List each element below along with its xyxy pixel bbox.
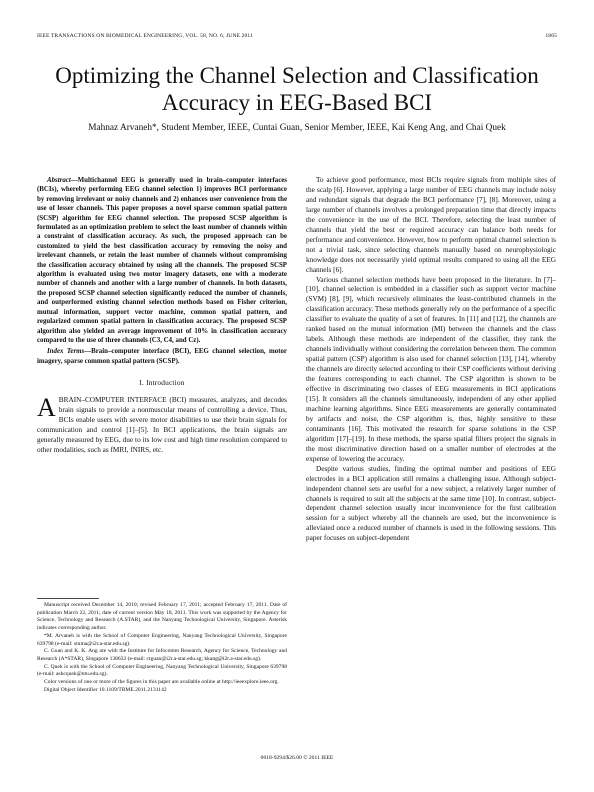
footnote-author-2: C. Guan and K. K. Ang are with the Institute for Infocomm Research, Agency for Science, Technology and Research (A*STAR), Singapore 138632 (e-mail: ctguan@i2r.a-star.edu.sg; kkang@i2r.a-star.edu.sg). <box>37 648 287 662</box>
footnote-author-1: *M. Arvaneh is with the School of Computer Engineering, Nanyang Technological University, Singapore 639798 (e-mail: stuma@i2r.a-star.edu.sg). <box>37 632 287 647</box>
intro-paragraph <box>37 393 287 456</box>
index-terms-text: —Brain–computer interface (BCI), EEG channel selection, motor imagery, sparse common spatial pattern (SCSP). <box>37 348 287 365</box>
footnote-doi: Digital Object Identifier 10.1109/TBME.2011.2131142 <box>44 686 167 693</box>
index-terms-label: Index Terms <box>47 348 85 356</box>
index-terms <box>37 347 287 366</box>
body-paragraph: To achieve good performance, most BCIs require signals from multiple sites of the scalp [6]. However, applying a large number of EEG channels may include noisy and redundant signals that degrade the BCI performance [7], [8]. Moreover, using a large number of channels involves a prolonged preparation time that directly impacts the convenience in the use of the BCI. Therefore, selecting the least number of channels that yield the best or required accuracy can balance both needs for performance and convenience. However, how to perform optimal channel selection is not a trivial task, since selecting channels manually based on neurophysiologic knowledge does not necessarily yield optimal results compared to using all the EEG channels [6]. <box>306 176 556 274</box>
drop-cap: A <box>37 393 56 423</box>
body-paragraph: Despite various studies, finding the optimal number and positions of EEG electrodes in a BCI application still remains a challenging issue. Although subject-independent channel sets are useful for a new subject, a relatively larger number of channels is required to suit all the subjects at the same time [10]. In contrast, subject-dependent channel selection usually incur inconvenience for the first calibration session for a subject whereby all the channels are used, but the inconvenience is alleviated once a reduced number of channels is used in the following sessions. This paper focuses on subject-dependent <box>306 464 556 543</box>
footnote-color: Color versions of one or more of the figures in this paper are available online at http://ieeexplore.ieee.org. <box>44 679 279 686</box>
copyright-footer: 0018-9294/$26.00 © 2011 IEEE <box>260 755 334 761</box>
abstract-label: Abstract <box>47 177 71 184</box>
right-column <box>306 176 556 544</box>
footnote-rule <box>37 598 99 599</box>
footnote-author-3: C. Quek is with the School of Computer Engineering, Nanyang Technological University, Singapore 639798 (e-mail: ashcquek@ntu.edu.sg). <box>37 663 287 678</box>
author-list: Mahnaz Arvaneh*, Student Member, IEEE, Cuntai Guan, Senior Member, IEEE, Kai Keng Ang, and Chai Quek <box>88 123 506 133</box>
body-paragraph: Various channel selection methods have been proposed in the literature. In [7]–[10], channel selection is embedded in a classifier such as support vector machine (SVM) [8], [9], which recursively eliminates the least-contributed channels in the classification accuracy. These methods generally rely on the performance of a specific classifier to evaluate the quality of a set of features. In [11] and [12], the channels are ranked based on the mutual information (MI) between the channels and the class labels. Although these methods are independent of the classifier, they rank the channels individually without considering the correlation between them. The common spatial pattern (CSP) algorithm is also used for channel selection [13], [14], whereby the channels are directly selected according to their CSP coefficients without deriving the features corresponding to each channel. The CSP algorithm is shown to be effective in discriminating two classes of EEG measurements in BCI applications [15]. It considers all the channels simultaneously, independent of any other applied machine learning algorithms. Since EEG measurements are generally contaminated by artifacts and noise, the CSP algorithm is, thus, highly sensitive to these contaminants [16]. This motivated the research for sparse solutions in the CSP algorithm [17]–[19]. In these methods, the sparse spatial filters project the signals in the most discriminative direction based on a smaller number of electrodes at the expense of lowering the accuracy. <box>306 275 556 463</box>
abstract-text: —Multichannel EEG is generally used in brain–computer interfaces (BCIs), whereby performing EEG channel selection 1) improves BCI performance by removing irrelevant or noisy channels and 2) enhances user convenience from the use of lesser channels. This paper proposes a novel sparse common spatial pattern (SCSP) algorithm for EEG channel selection. The proposed SCSP algorithm is formulated as an optimization problem to select the least number of channels within a constraint of classification accuracy. As such, the proposed approach can be customized to yield the best classification accuracy by removing the noisy and irrelevant channels, or retain the least number of channels without compromising the classification accuracy obtained by using all the channels. The proposed SCSP algorithm is evaluated using two motor imagery datasets, one with a moderate number of channels and another with a large number of channels. In both datasets, the proposed SCSP channel selection significantly reduced the number of channels, and outperformed existing channel selection methods based on Fisher criterion, mutual information, support vector machine, common spatial pattern, and regularized common spatial pattern in classification accuracy. The proposed SCSP algorithm also yielded an average improvement of 10% in classification accuracy compared to the use of three channels (C3, C4, and Cz). <box>37 177 287 344</box>
intro-text: BRAIN–COMPUTER INTERFACE (BCI) measures, analyzes, and decodes brain signals to provide a nonmuscular means of controlling a device. Thus, BCIs enable users with severe motor disabilities to use their brain signals for communication and control [1]–[5]. In BCI applications, the brain signals are generally measured by EEG, due to its low cost and high time resolution compared to other modalities, such as fMRI, fNIRS, etc. <box>37 396 287 454</box>
section-heading: I. Introduction <box>139 378 185 388</box>
left-column <box>37 176 287 456</box>
paper-title: Optimizing the Channel Selection and Classification Accuracy in EEG-Based BCI <box>55 63 539 115</box>
footnotes <box>37 602 287 694</box>
footnote-manuscript: Manuscript received December 14, 2010; revised February 17, 2011; accepted February 17, 2011. Date of publication March 22, 2011; date of current version May 18, 2011. This work was supported by the Agency for Science, Technology and Research (A.STAR), and the Nanyang Technological University, Singapore. Asterisk indicates corresponding author. <box>37 602 287 632</box>
page-number: 1865 <box>545 33 557 39</box>
abstract <box>37 176 287 345</box>
running-header: IEEE TRANSACTIONS ON BIOMEDICAL ENGINEERING, VOL. 58, NO. 6, JUNE 2011 <box>37 33 253 39</box>
